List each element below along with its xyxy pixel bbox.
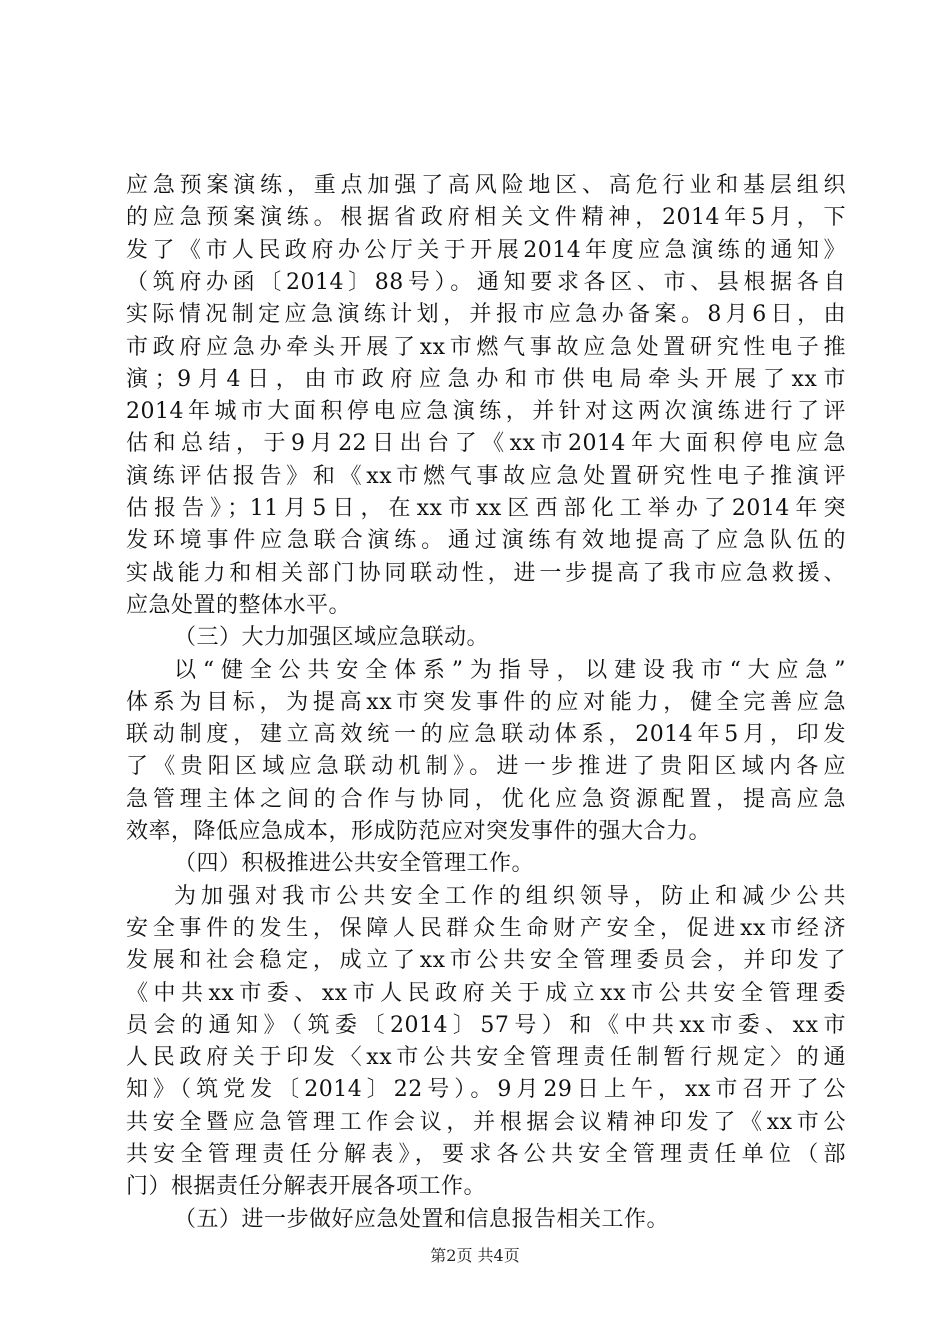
text-line: 的应急预案演练。根据省政府相关文件精神，2014年5月，下: [126, 205, 846, 231]
section-heading: （五）进一步做好应急处置和信息报告相关工作。: [174, 1206, 670, 1232]
text-line: 市政府应急办牵头开展了xx市燃气事故应急处置研究性电子推: [126, 334, 846, 360]
text-line: 共安全管理责任分解表》，要求各公共安全管理责任单位（部: [126, 1142, 846, 1167]
text-line: 《中共xx市委、xx市人民政府关于成立xx市公共安全管理委: [126, 980, 846, 1006]
text-line: 联动制度，建立高效统一的应急联动体系，2014年5月，印发: [126, 722, 846, 748]
text-line: 发了《市人民政府办公厅关于开展2014年度应急演练的通知》: [126, 237, 846, 263]
text-line: 应急预案演练，重点加强了高风险地区、高危行业和基层组织: [126, 173, 846, 198]
text-line: 估报告》；11月5日，在xx市xx区西部化工举办了2014年突: [126, 496, 846, 521]
text-line: 为加强对我市公共安全工作的组织领导，防止和减少公共: [174, 883, 846, 909]
text-line: 体系为目标，为提高xx市突发事件的应对能力，健全完善应急: [126, 689, 846, 715]
text-line: 发展和社会稳定，成立了xx市公共安全管理委员会，并印发了: [126, 948, 846, 974]
text-line: 效率，降低应急成本，形成防范应对突发事件的强大合力。: [126, 819, 712, 844]
text-line: 急管理主体之间的合作与协同，优化应急资源配置，提高应急: [126, 786, 846, 812]
text-line: 应急处置的整体水平。: [126, 592, 352, 618]
text-line: 安全事件的发生，保障人民群众生命财产安全，促进xx市经济: [126, 915, 846, 941]
section-heading: （三）大力加强区域应急联动。: [174, 625, 490, 651]
text-line: 2014年城市大面积停电应急演练，并针对这两次演练进行了评: [126, 399, 846, 425]
text-line: 了《贵阳区域应急联动机制》。进一步推进了贵阳区域内各应: [126, 754, 846, 780]
text-line: 门）根据责任分解表开展各项工作。: [126, 1174, 487, 1200]
text-line: 估和总结，于9月22日出台了《xx市2014年大面积停电应急: [126, 431, 846, 457]
text-line: 实战能力和相关部门协同联动性，进一步提高了我市应急救援、: [126, 560, 846, 586]
text-line: 演；9月4日，由市政府应急办和市供电局牵头开展了xx市: [126, 366, 846, 392]
text-line: 员会的通知》（筑委〔2014〕57号）和《中共xx市委、xx市: [126, 1012, 846, 1038]
text-line: 演练评估报告》和《xx市燃气事故应急处置研究性电子推演评: [126, 463, 846, 489]
text-line: 以“健全公共安全体系”为指导，以建设我市“大应急”: [174, 657, 846, 683]
text-line: （筑府办函〔2014〕88号）。通知要求各区、市、县根据各自: [126, 269, 846, 295]
section-heading: （四）积极推进公共安全管理工作。: [174, 851, 535, 877]
text-line: 知》（筑党发〔2014〕22号）。9月29日上午，xx市召开了公: [126, 1077, 846, 1103]
text-line: 实际情况制定应急演练计划，并报市应急办备案。8月6日，由: [126, 302, 846, 328]
text-line: 发环境事件应急联合演练。通过演练有效地提高了应急队伍的: [126, 528, 846, 554]
text-line: 人民政府关于印发〈xx市公共安全管理责任制暂行规定〉的通: [126, 1045, 846, 1071]
text-line: 共安全暨应急管理工作会议，并根据会议精神印发了《xx市公: [126, 1109, 846, 1135]
page-footer: 第2页 共4页: [430, 1246, 520, 1265]
